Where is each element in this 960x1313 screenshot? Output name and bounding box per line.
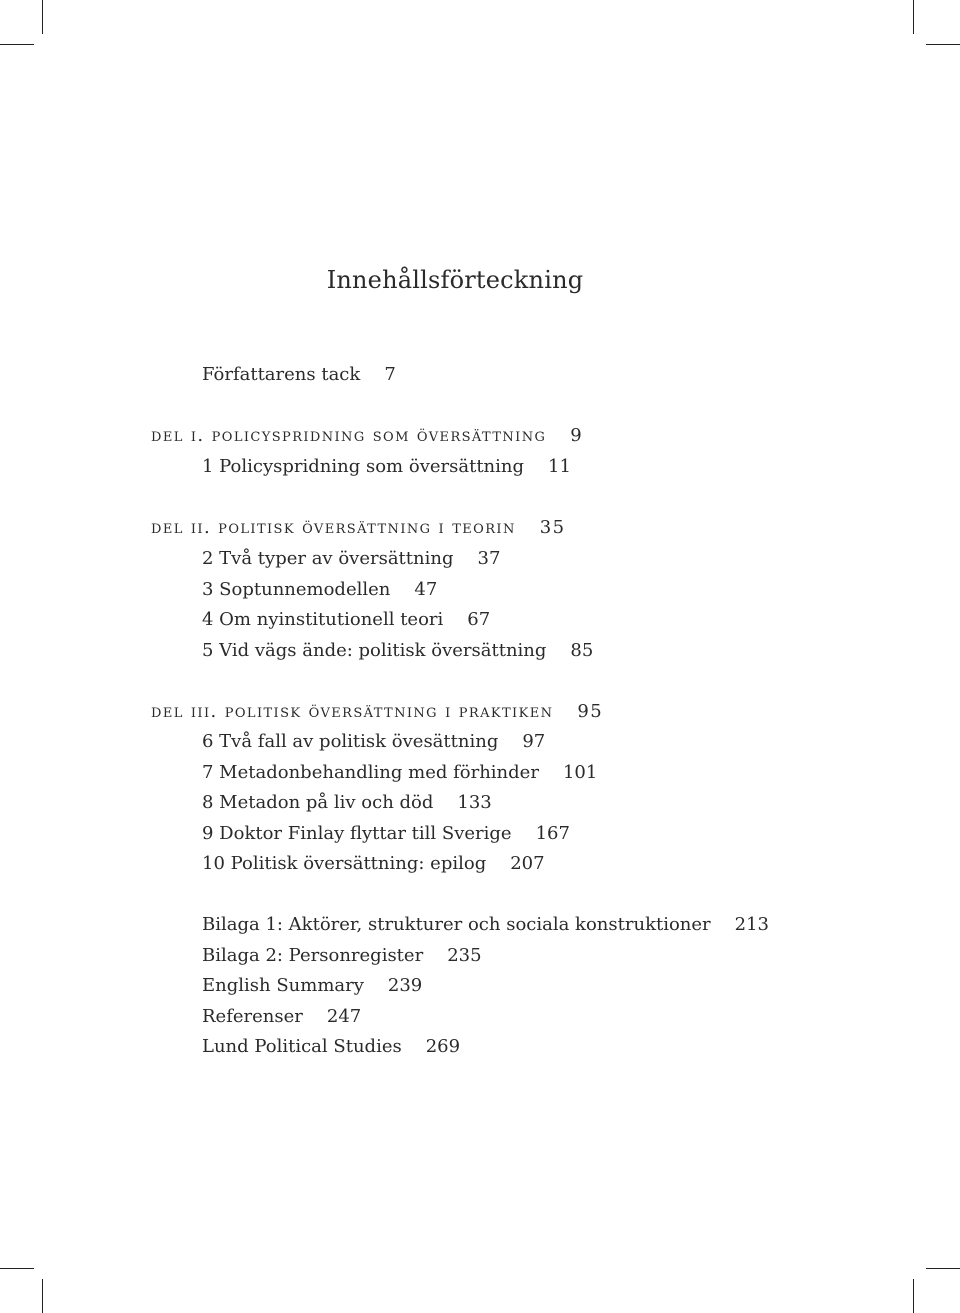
toc-part-page: 35 bbox=[539, 517, 566, 538]
toc-chapter-label: 4 Om nyinstitutionell teori bbox=[202, 609, 444, 630]
toc-chapter bbox=[202, 456, 571, 478]
toc-chapter-label: 9 Doktor Finlay flyttar till Sverige bbox=[202, 823, 512, 844]
toc-entry-back bbox=[202, 945, 482, 967]
toc-chapter-label: 1 Policyspridning som översättning bbox=[202, 456, 525, 477]
toc-chapter-page: 167 bbox=[535, 823, 570, 844]
crop-mark-bottom-left-horizontal bbox=[0, 1268, 34, 1269]
toc-chapter-page: 97 bbox=[522, 731, 546, 752]
toc-chapter bbox=[202, 792, 492, 814]
toc-entry-label: Författarens tack bbox=[202, 364, 361, 385]
crop-mark-bottom-right-horizontal bbox=[926, 1268, 960, 1269]
toc-entry-front bbox=[202, 364, 396, 386]
toc-entry-back bbox=[202, 1036, 460, 1058]
toc-entry-page: 213 bbox=[734, 914, 770, 935]
toc-part-page: 95 bbox=[577, 701, 604, 722]
toc-chapter bbox=[202, 579, 437, 601]
toc-entry-back bbox=[202, 914, 769, 936]
crop-mark-top-left-vertical bbox=[42, 0, 43, 34]
toc-chapter-label: 6 Två fall av politisk övesättning bbox=[202, 731, 499, 752]
toc-part-label: del i. policyspridning som översättning bbox=[151, 425, 547, 446]
crop-mark-top-left-horizontal bbox=[0, 44, 34, 45]
toc-chapter-page: 11 bbox=[548, 456, 571, 477]
toc-entry-label: Bilaga 2: Personregister bbox=[202, 945, 424, 966]
toc-entry-page: 239 bbox=[387, 975, 423, 996]
crop-mark-top-right-vertical bbox=[913, 0, 914, 34]
crop-mark-top-right-horizontal bbox=[926, 44, 960, 45]
toc-part-heading bbox=[151, 425, 583, 447]
toc-chapter bbox=[202, 731, 545, 753]
toc-chapter-page: 67 bbox=[467, 609, 491, 630]
toc-chapter bbox=[202, 640, 593, 662]
toc-chapter-label: 10 Politisk översättning: epilog bbox=[202, 853, 487, 874]
toc-chapter bbox=[202, 609, 490, 631]
toc-chapter-label: 2 Två typer av översättning bbox=[202, 548, 454, 569]
toc-entry-back bbox=[202, 1006, 361, 1028]
toc-part-label: del ii. politisk översättning i teorin bbox=[151, 517, 516, 538]
toc-chapter-label: 5 Vid vägs ände: politisk översättning bbox=[202, 640, 547, 661]
toc-chapter-label: 7 Metadonbehandling med förhinder bbox=[202, 762, 539, 783]
toc-entry-label: Referenser bbox=[202, 1006, 303, 1027]
toc-chapter-page: 37 bbox=[477, 548, 501, 569]
toc-entry-back bbox=[202, 975, 422, 997]
toc-chapter bbox=[202, 853, 545, 875]
toc-part-heading bbox=[151, 517, 565, 539]
toc-entry-page: 247 bbox=[326, 1006, 362, 1027]
toc-chapter-page: 47 bbox=[414, 579, 438, 600]
toc-part-label: del iii. politisk översättning i praktiken bbox=[151, 701, 554, 722]
toc-chapter-page: 85 bbox=[570, 640, 594, 661]
toc-chapter bbox=[202, 762, 597, 784]
toc-chapter-label: 3 Soptunnemodellen bbox=[202, 579, 391, 600]
toc-entry-page: 235 bbox=[447, 945, 482, 966]
toc-part-heading bbox=[151, 701, 603, 723]
crop-mark-bottom-left-vertical bbox=[42, 1279, 43, 1313]
toc-chapter-page: 133 bbox=[457, 792, 492, 813]
toc-chapter bbox=[202, 548, 500, 570]
toc-chapter-page: 207 bbox=[510, 853, 545, 874]
toc-part-page: 9 bbox=[570, 425, 584, 446]
toc-entry-page: 7 bbox=[384, 364, 396, 385]
page-title: Innehållsförteckning bbox=[326, 266, 584, 294]
toc-entry-label: Lund Political Studies bbox=[202, 1036, 402, 1057]
toc-chapter-label: 8 Metadon på liv och död bbox=[202, 792, 434, 813]
toc-chapter bbox=[202, 823, 570, 845]
toc-entry-label: English Summary bbox=[202, 975, 364, 996]
crop-mark-bottom-right-vertical bbox=[913, 1279, 914, 1313]
toc-chapter-page: 101 bbox=[562, 762, 598, 783]
toc-entry-page: 269 bbox=[425, 1036, 461, 1057]
toc-entry-label: Bilaga 1: Aktörer, strukturer och sociala konstruktioner bbox=[202, 914, 711, 935]
